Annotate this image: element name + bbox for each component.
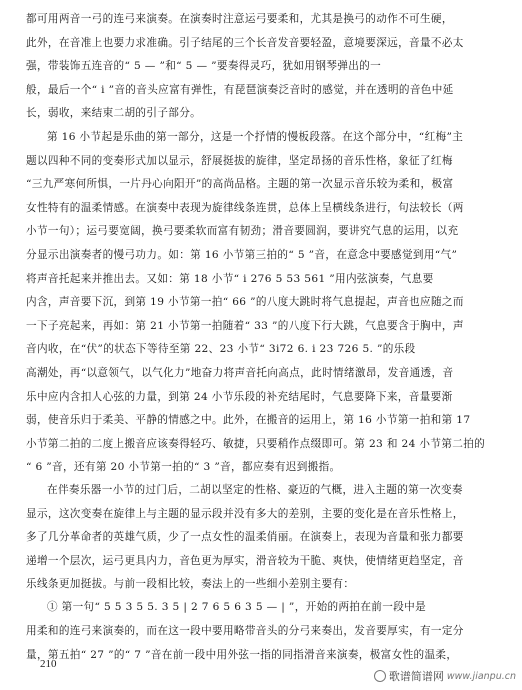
paragraph-3	[26, 479, 496, 597]
text-line: 女性特有的温柔情感。在演奏中表现为旋律线条连贯，总体上呈横线条进行，句法较长（两	[26, 201, 464, 214]
text-line: 量，第五拍“ 27 ”的“ 7 ”音在前一段中用外弦一指的同指滑音来演奏，极富女性的温柔，	[26, 648, 458, 661]
text-line: 显示，这次变奏在旋律上与主题的显示段并没有多大的差别，主要的变化是在音乐性格上，	[26, 507, 464, 520]
text-line: 递增一个层次，运弓更具内力，音色更为厚实，滑音较为干脆、爽快，使情绪更趋坚定，音	[26, 554, 464, 567]
text-line: “三九严寒何所惧，一片丹心向阳开”的高尚品格。主题的第一次显示音乐较为柔和，极富	[26, 178, 454, 191]
paragraph-2	[26, 126, 496, 480]
text-line: 第 16 小节起是乐曲的第一部分，这是一个抒情的慢板段落。在这个部分中，“红梅”主	[47, 131, 464, 143]
watermark-url: www.jianpu.cn	[446, 670, 516, 682]
text-line: 小节第二拍的二度上搬音应该奏得轻巧、敏捷，只要稍作点缀即可。第 23 和 24 小节第二拍的	[26, 437, 486, 450]
text-line: 题以四种不同的变奏形式加以显示，舒展挺拔的旋律，坚定昂扬的音乐性格，象征了红梅	[26, 154, 453, 167]
text-line: 强，带装饰五连音的“ 5 — ”和“ 5 — ”要奏得灵巧，犹如用钢琴弹出的一	[26, 60, 382, 73]
paragraph-5	[26, 620, 496, 667]
text-line: 一下子亮起来，再如：第 21 小节第一拍随着“ 33 ”的八度下行大跳，气息要含于胸中，声	[26, 319, 464, 332]
text-line: 都可用两音一弓的连弓来演奏。在演奏时注意运弓要柔和，尤其是换弓的动作不可生硬，	[26, 13, 453, 25]
text-line: ① 第一句“ 5 5 3 5 5. 3 5 | 2 7 6 5 6 3 5 — | ”，开始的两拍在前一段中是	[47, 601, 427, 613]
watermark-text: 歌谱简谱网	[388, 670, 444, 683]
text-line: 多了几分革命者的英雄气质，少了一点女性的温柔俏丽。在演奏上，表现为音量和张力都要	[26, 531, 464, 544]
text-line: 长，弱收，来结束二胡的引子部分。	[26, 107, 202, 120]
paragraph-4	[26, 596, 496, 620]
music-note-icon	[374, 670, 386, 682]
watermark	[374, 668, 516, 684]
text-line: “ 6 ”音，还有第 20 小节第一拍的“ 3 ”音，都应奏有迟到搬指。	[26, 461, 341, 474]
paragraph-1	[26, 8, 496, 126]
text-line: 分显示出演奏者的慢弓功力。如：第 16 小节第三拍的“ 5 ”音，在意念中要感觉到用“气”	[26, 248, 458, 261]
text-line: 乐线条更加挺拔。与前一段相比较，奏法上的一些细小差别主要有：	[26, 578, 355, 591]
text-line: 般，最后一个“ i ”音的音头应富有弹性，有琵琶演奏泛音时的感觉，并在透明的音色中延	[26, 83, 454, 96]
text-line: 此外，在音准上也要力求准确。引子结尾的三个长音发音要轻盈，意境要深远，音量不必太	[26, 36, 464, 49]
text-line: 在伴奏乐器一小节的过门后，二胡以坚定的性格、豪迈的气概，进入主题的第一次变奏	[47, 484, 463, 496]
text-line: 弱，使音乐归于柔美、平静的情感之中。此外，在搬音的运用上，第 16 小节第一拍和第 17	[26, 414, 471, 427]
text-line: 小节一句）；运弓要宽阔，换弓要柔软而富有韧劲；滑音要圆润，要讲究气息的运用，以充	[26, 225, 459, 238]
page-number: 210	[40, 658, 57, 670]
text-line: 高潮处，再“以意领气，以气化力”地奋力将声音托向高点，此时情绪激昂，发音通透，音	[26, 366, 454, 379]
text-line: 将声音托起来并推出去。又如：第 18 小节“ i 276 5 53 561 ”用内弦演奏，气息要	[26, 272, 434, 285]
text-line: 乐中应内含扣人心弦的力量，到第 24 小节乐段的补充结尾时，气息要降下来，音量要渐	[26, 390, 453, 403]
text-line: 用柔和的连弓来演奏的，而在这一段中要用略带音头的分弓来奏出，发音要厚实，有一定分	[26, 625, 464, 637]
text-line: 内含，声音要下沉，到第 19 小节第一拍“ 66 ”的八度大跳时将气息提起，声音也应随之而	[26, 296, 464, 309]
text-line: 音内收，在“伏”的状态下等待至第 22、23 小节“ 3i72 6. i 23 726 5. ”的乐段	[26, 343, 416, 356]
